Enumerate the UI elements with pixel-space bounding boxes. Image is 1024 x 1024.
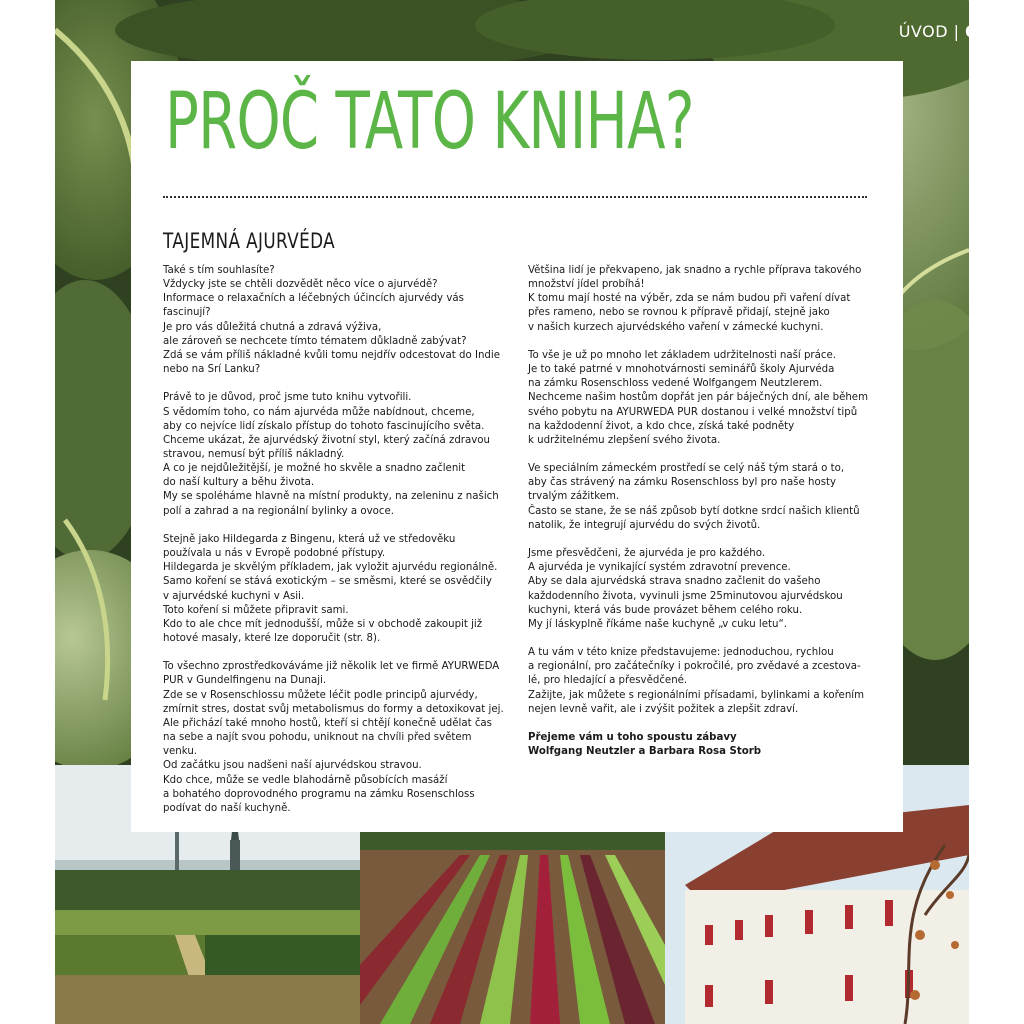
paragraph: A tu vám v této knize představujeme: jednoduchou, rychlou a regionální, pro začátečníky i pokročilé, pro zvědavé a zcestova- lé, pro hledající a přesvědčené. Zažijte, jak můžete s regionálními přísadami, bylinkami a kořením nejen levně vařit, ale i zvýšit požitek a zlepšit zdraví. (528, 647, 865, 715)
content-card (131, 61, 903, 832)
right-column (528, 264, 873, 774)
paragraph: To všechno zprostředkováváme již několik let ve firmě AYURWEDA PUR v Gundelfingenu na Dunaji. Zde se v Rosenschlossu můžete léčit podle principů ajurvédy, zmírnit stres, dostat svůj metabolismus do formy a detoxikovat jej. Ale přichází také mnoho hostů, kteří si chtějí konečně udělat čas na sebe a najít svou pohodu, uniknout na chvíli před světem venku. Od začátku jsou nadšeni naší ajurvédskou stravou. Kdo chce, může se vedle blahodárně působících masáží a bohatého doprovodného programu na zámku Rosenschloss podívat do naší kuchyně. (163, 661, 504, 814)
left-column (163, 264, 508, 830)
paragraph: To vše je už po mnoho let základem udržitelnosti naší práce. Je to také patrné v mnohotvárnosti seminářů školy Ajurvéda na zámku Rosenschloss vedené Wolfgangem Neutzlerem. Nechceme našim hostům dopřát jen pár báječných dní, ale během svého pobytu na AYURWEDA PUR dostanou i velké množství tipů na každodenní život, a kdo chce, získá také podněty k udržitelnému zlepšení svého života. (528, 349, 868, 446)
page-folio (899, 22, 1000, 41)
folio-separator: | (953, 22, 960, 41)
folio-page-number: 005 (965, 22, 1000, 41)
paragraph: Většina lidí je překvapeno, jak snadno a rychle příprava takového množství jídel probíhá! K tomu mají hosté na výběr, zda se nám budou při vaření dívat přes rameno, nebo se rovnou k přípravě přidají, stejně jako v našich kurzech ajurvédského vaření v zámecké kuchyni. (528, 265, 862, 333)
signature: Přejeme vám u toho spoustu zábavy Wolfgang Neutzler a Barbara Rosa Storb (528, 732, 762, 758)
page-title: PROČ TATO KNIHA? (165, 77, 694, 167)
paragraph: Také s tím souhlasíte? Vždycky jste se chtěli dozvědět něco více o ajurvédě? Informace o relaxačních a léčebných účincích ajurvédy vás fascinují? Je pro vás důležitá chutná a zdravá výživa, ale zároveň se nechcete tímto tématem důkladně zabývat? Zdá se vám příliš nákladné kvůli tomu nejdřív odcestovat do Indie nebo na Srí Lanku? (163, 265, 500, 376)
dotted-divider (163, 196, 867, 198)
paragraph: Jsme přesvědčeni, že ajurvéda je pro každého. A ajurvéda je vynikající systém zdravotní prevence. Aby se dala ajurvédská strava snadno začlenit do vašeho každodenního života, vyvinuli jsme 25minutovou ajurvédskou kuchyni, která vás bude provázet během celého roku. My jí láskyplně říkáme naše kuchyně „v cuku letu“. (528, 548, 843, 630)
paragraph: Stejně jako Hildegarda z Bingenu, která už ve středověku používala u nás v Evropě podobné přístupy. Hildegarda je skvělým příkladem, jak vyložit ajurvédu regionálně. Samo koření se stává exotickým – se směsmi, které se osvědčily v ajurvédské kuchyni v Asii. Toto koření si můžete připravit sami. Kdo to ale chce mít jednodušší, může si v obchodě zakoupit již hotové masaly, které lze doporučit (str. 8). (163, 533, 498, 645)
paragraph: Právě to je důvod, proč jsme tuto knihu vytvořili. S vědomím toho, co nám ajurvéda může nabídnout, chceme, aby co nejvíce lidí získalo přístup do tohoto fascinujícího světa. Chceme ukázat, že ajurvédský životní styl, který začíná zdravou stravou, nemusí být příliš nákladný. A co je nejdůležitější, je možné ho skvěle a snadno začlenit do naší kultury a běhu života. My se spoléháme hlavně na místní produkty, na zeleninu z našich polí a zahrad a na regionální bylinky a ovoce. (163, 392, 499, 517)
section-subtitle: TAJEMNÁ AJURVÉDA (163, 229, 336, 253)
folio-section: ÚVOD (898, 22, 949, 41)
paragraph: Ve speciálním zámeckém prostředí se celý náš tým stará o to, aby čas strávený na zámku Rosenschloss byl pro naše hosty trvalým zážitkem. Často se stane, že se náš způsob bytí dotkne srdcí našich klientů natolik, že integrují ajurvédu do svých životů. (528, 463, 860, 531)
